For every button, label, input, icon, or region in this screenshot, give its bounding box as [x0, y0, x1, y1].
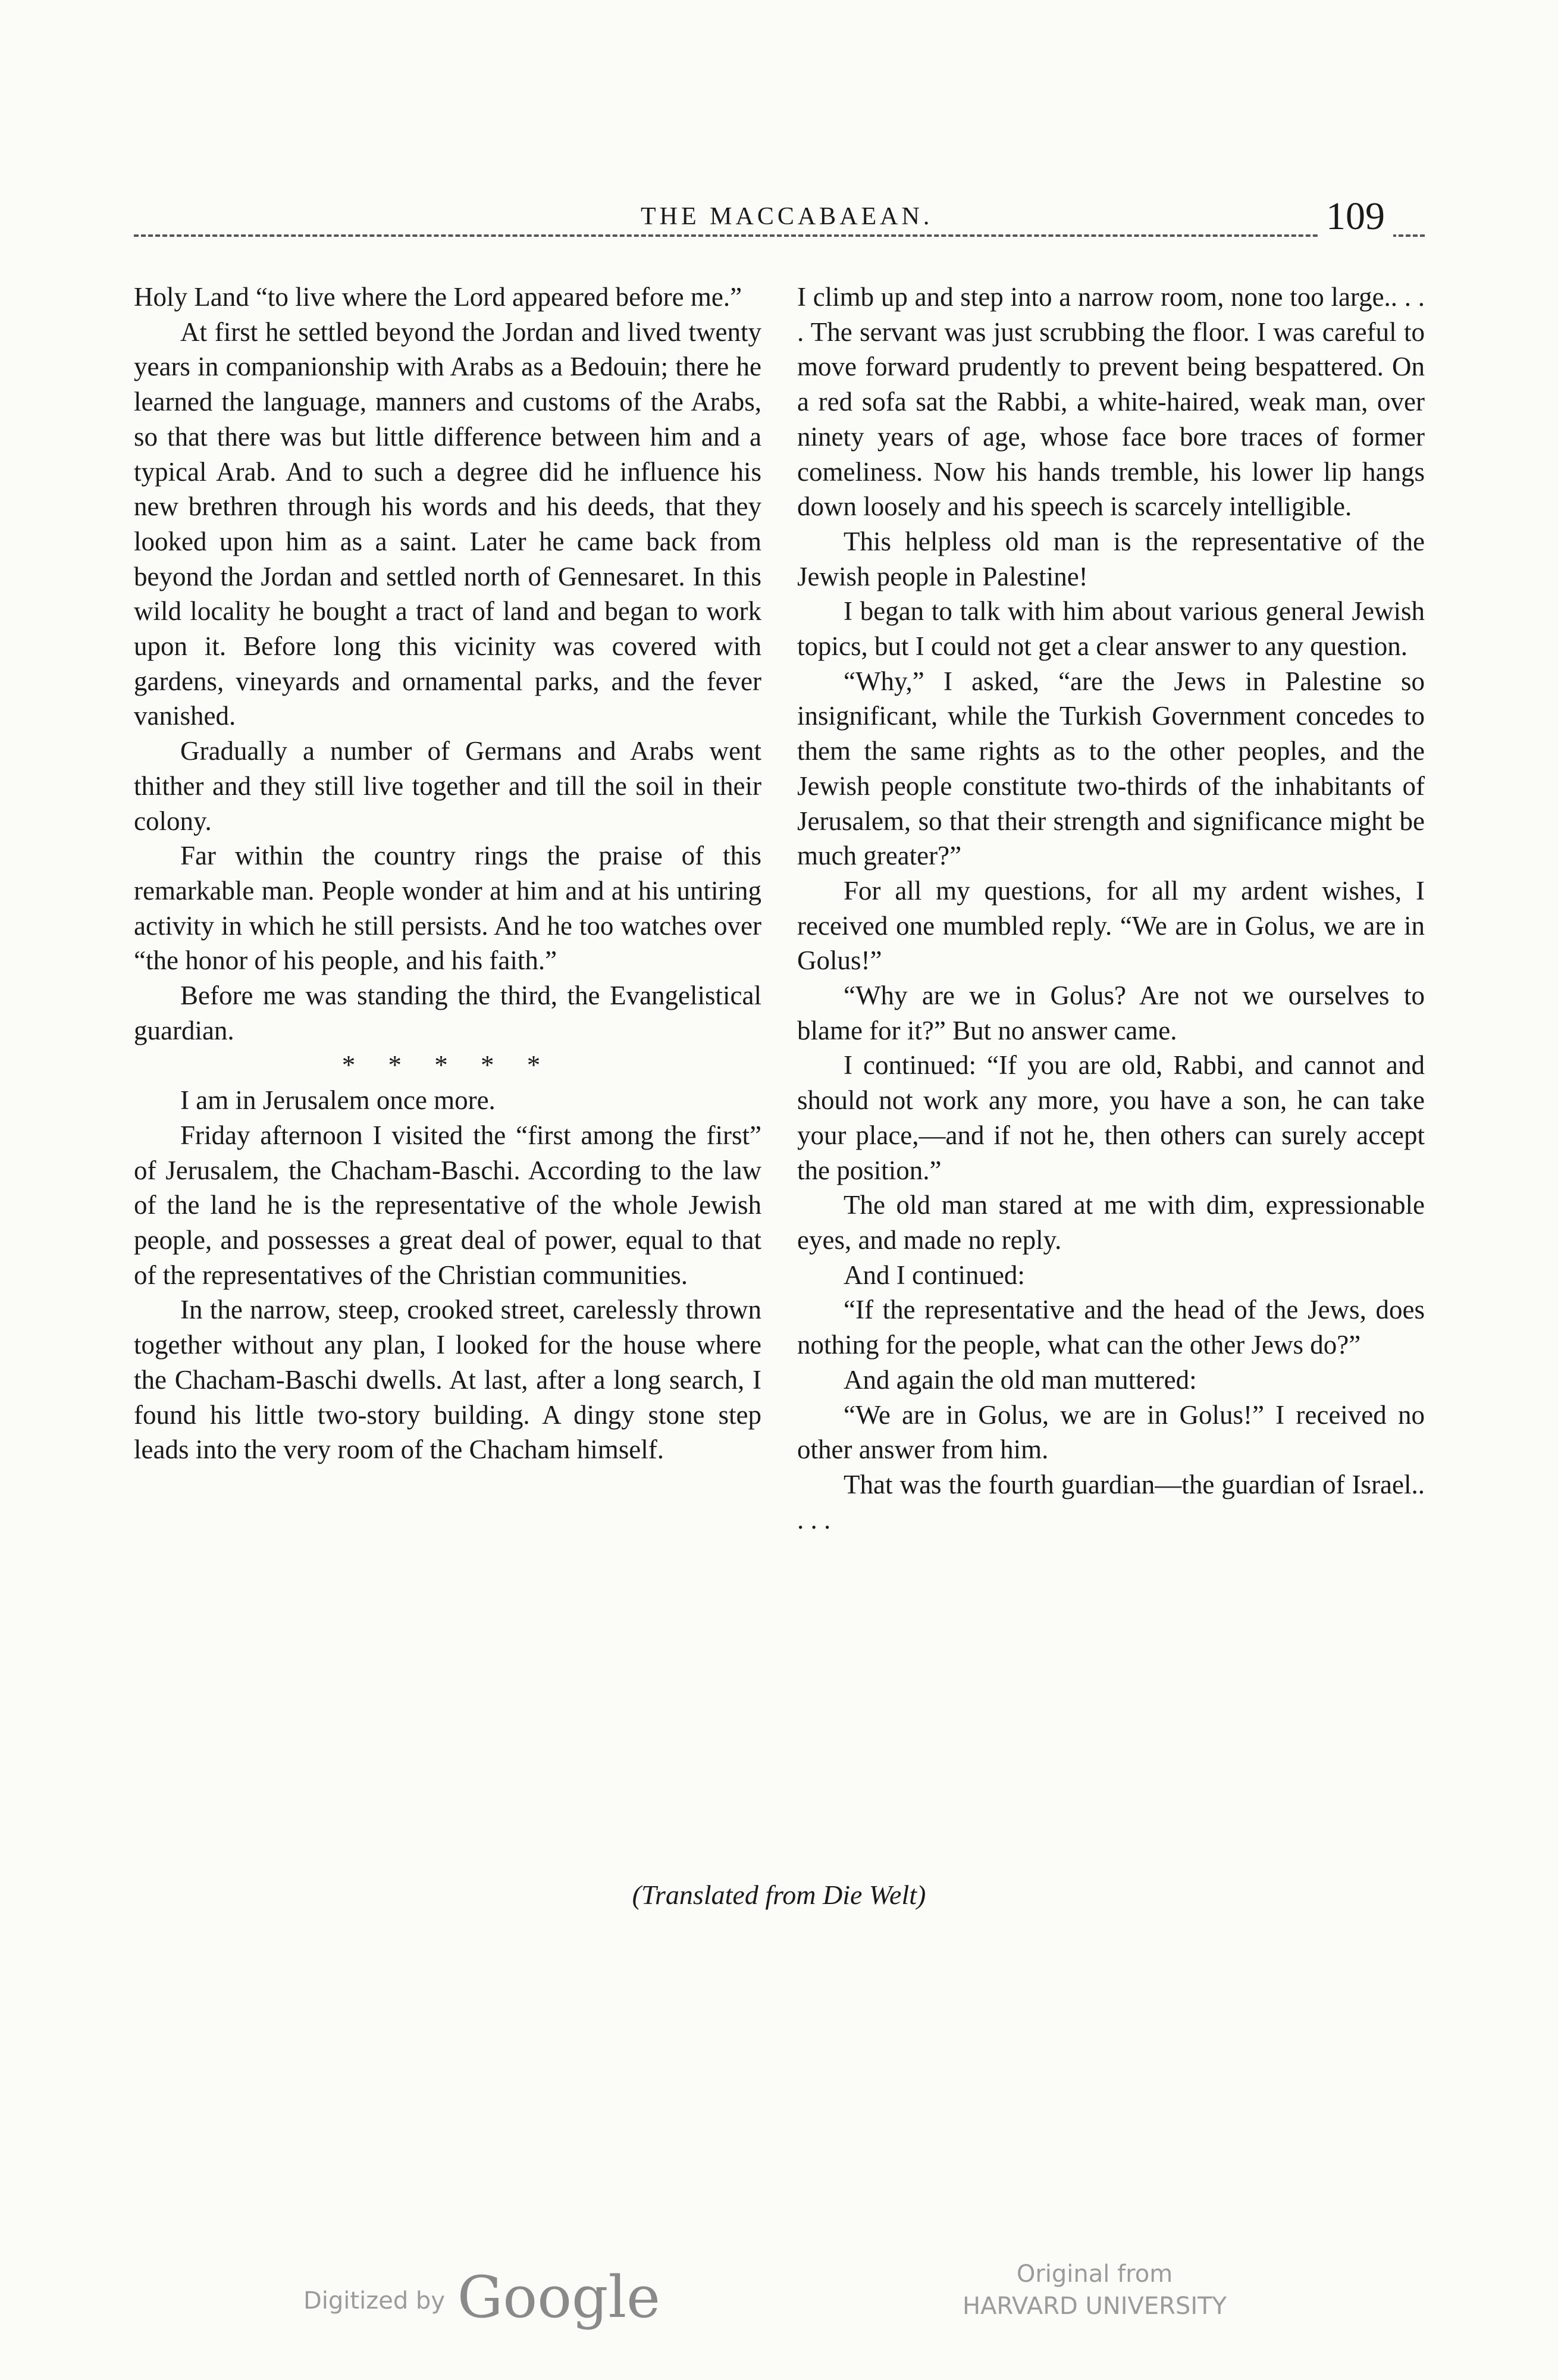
harvard-university-label: HARVARD UNIVERSITY: [962, 2293, 1227, 2320]
digitized-by-watermark: [303, 2264, 660, 2331]
paragraph: “If the representative and the head of the Jews, does nothing for the people, what can the other Jews do?”: [797, 1295, 1425, 1360]
paragraph: Far within the country rings the praise of this remarkable man. People wonder at him and at his untiring activity in which he still persists. And he too watches over “the honor of his people, and his faith.”: [134, 841, 761, 976]
section-divider-stars: * * * * *: [341, 1050, 554, 1081]
paragraph: And I continued:: [844, 1260, 1025, 1290]
paragraph: I am in Jerusalem once more.: [180, 1085, 496, 1116]
paragraph: Holy Land “to live where the Lord appeared before me.”: [134, 282, 742, 312]
digitized-prefix: Digitized by: [303, 2287, 445, 2315]
page-number: 109: [1318, 194, 1393, 239]
paragraph: “Why,” I asked, “are the Jews in Palestine so insignificant, while the Turkish Government concedes to them the same rights as to the other peoples, and the Jewish people constitute two-thirds of the inhabitants of Jerusalem, so that their strength and significance might be much greater?”: [797, 666, 1425, 871]
paragraph: I began to talk with him about various general Jewish topics, but I could not get a clear answer to any question.: [797, 596, 1425, 662]
paragraph: In the narrow, steep, crooked street, carelessly thrown together without any plan, I looked for the house where the Chacham-Baschi dwells. At last, after a long search, I found his little two-story building. A dingy stone step leads into the very room of the Chacham himself.: [134, 1295, 761, 1465]
paragraph: That was the fourth guardian—the guardian of Israel.. . . .: [797, 1469, 1425, 1535]
paragraph: I continued: “If you are old, Rabbi, and cannot and should not work any more, you have a son, he can take your place,—and if not he, then others can surely accept the position.”: [797, 1050, 1425, 1185]
paragraph: I climb up and step into a narrow room, none too large.. . . . The servant was just scrubbing the floor. I was careful to move forward prudently to prevent being bespattered. On a red sofa sat the Rabbi, a white-haired, weak man, over ninety years of age, whose face bore traces of former comeliness. Now his hands tremble, his lower lip hangs down loosely and his speech is scarcely intelligible.: [797, 282, 1425, 522]
right-column: [797, 280, 1425, 1537]
paragraph: And again the old man muttered:: [844, 1364, 1197, 1395]
paragraph: Before me was standing the third, the Evangelistical guardian.: [134, 981, 761, 1045]
original-source-watermark: [940, 2258, 1249, 2322]
journal-title: THE MACCABAEAN.: [628, 202, 946, 231]
left-column: [134, 280, 761, 1467]
paragraph: For all my questions, for all my ardent wishes, I received one mumbled reply. “We are in Golus, we are in Golus!”: [797, 875, 1425, 976]
paragraph: “We are in Golus, we are in Golus!” I received no other answer from him.: [797, 1399, 1425, 1465]
paragraph: Gradually a number of Germans and Arabs went thither and they still live together and till the soil in their colony.: [134, 736, 761, 836]
paragraph: “Why are we in Golus? Are not we ourselves to blame for it?” But no answer came.: [797, 981, 1425, 1045]
paragraph: This helpless old man is the representative of the Jewish people in Palestine!: [797, 526, 1425, 591]
header-rule: [134, 234, 1425, 237]
google-logo: Google: [457, 2264, 660, 2331]
paragraph: Friday afternoon I visited the “first among the first” of Jerusalem, the Chacham-Baschi. According to the law of the land he is the representative of the whole Jewish people, and possesses a great deal of power, equal to that of the representatives of the Christian communities.: [134, 1120, 761, 1290]
translation-credit: (Translated from Die Welt): [632, 1880, 926, 1910]
paragraph: At first he settled beyond the Jordan and lived twenty years in companionship with Arabs as a Bedouin; there he learned the language, manners and customs of the Arabs, so that there was but little difference between him and a typical Arab. And to such a degree did he influence his new brethren through his words and his deeds, that they looked upon him as a saint. Later he came back from beyond the Jordan and settled north of Gennesaret. In this wild locality he bought a tract of land and began to work upon it. Before long this vicinity was covered with gardens, vineyards and ornamental parks, and the fever vanished.: [134, 317, 761, 731]
running-header: [134, 195, 1425, 243]
original-from-label: Original from: [1016, 2260, 1173, 2288]
paragraph: The old man stared at me with dim, expressionable eyes, and made no reply.: [797, 1190, 1425, 1255]
